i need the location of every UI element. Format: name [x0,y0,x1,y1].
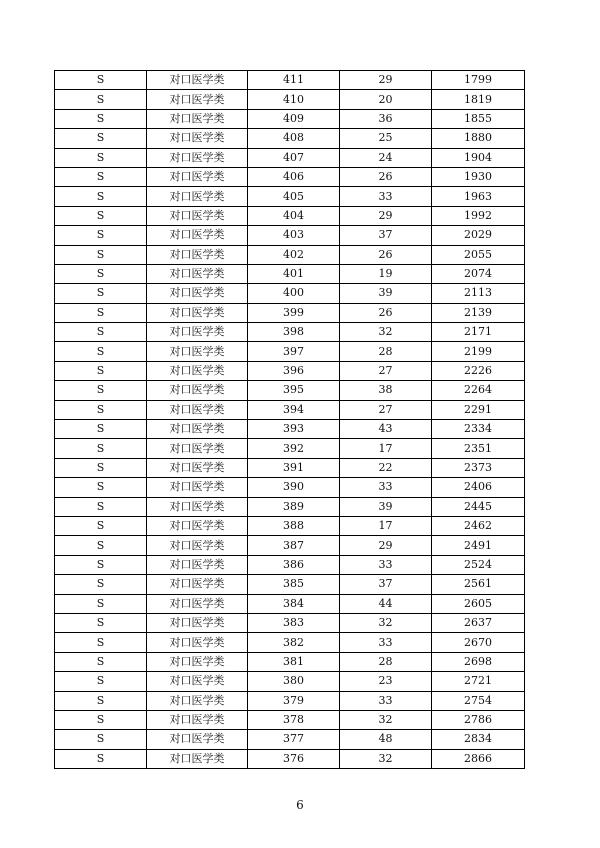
table-row [55,633,525,652]
subject-category-cell: 对口医学类 [147,613,248,632]
table-row [55,167,525,186]
table-row [55,187,525,206]
table-row [55,90,525,109]
category-code-cell: S [55,303,147,322]
score-cell: 395 [248,381,340,400]
count-cell: 29 [340,536,432,555]
category-code-cell: S [55,90,147,109]
page-number: 6 [296,798,304,812]
score-cell: 389 [248,497,340,516]
table-row [55,420,525,439]
count-cell: 48 [340,730,432,749]
subject-category-cell: 对口医学类 [147,478,248,497]
count-cell: 32 [340,710,432,729]
subject-category-cell: 对口医学类 [147,516,248,535]
count-cell: 27 [340,361,432,380]
subject-category-cell: 对口医学类 [147,420,248,439]
score-cell: 406 [248,167,340,186]
score-cell: 411 [248,71,340,90]
cumulative-count-cell: 2113 [432,284,525,303]
cumulative-count-cell: 2074 [432,264,525,283]
cumulative-count-cell: 2462 [432,516,525,535]
count-cell: 27 [340,400,432,419]
category-code-cell: S [55,420,147,439]
table-row [55,342,525,361]
cumulative-count-cell: 2291 [432,400,525,419]
cumulative-count-cell: 2834 [432,730,525,749]
score-cell: 380 [248,672,340,691]
score-cell: 400 [248,284,340,303]
category-code-cell: S [55,613,147,632]
category-code-cell: S [55,458,147,477]
table-row [55,652,525,671]
category-code-cell: S [55,264,147,283]
table-row [55,710,525,729]
subject-category-cell: 对口医学类 [147,594,248,613]
count-cell: 32 [340,613,432,632]
count-cell: 26 [340,303,432,322]
category-code-cell: S [55,129,147,148]
cumulative-count-cell: 2351 [432,439,525,458]
count-cell: 26 [340,167,432,186]
count-cell: 44 [340,594,432,613]
count-cell: 24 [340,148,432,167]
table-row [55,613,525,632]
subject-category-cell: 对口医学类 [147,672,248,691]
count-cell: 17 [340,516,432,535]
table-row [55,672,525,691]
category-code-cell: S [55,594,147,613]
cumulative-count-cell: 2055 [432,245,525,264]
score-cell: 403 [248,226,340,245]
subject-category-cell: 对口医学类 [147,284,248,303]
score-cell: 381 [248,652,340,671]
score-cell: 401 [248,264,340,283]
score-cell: 399 [248,303,340,322]
count-cell: 33 [340,187,432,206]
cumulative-count-cell: 2029 [432,226,525,245]
cumulative-count-cell: 2139 [432,303,525,322]
table-row [55,284,525,303]
cumulative-count-cell: 2171 [432,323,525,342]
subject-category-cell: 对口医学类 [147,206,248,225]
subject-category-cell: 对口医学类 [147,167,248,186]
category-code-cell: S [55,730,147,749]
score-cell: 392 [248,439,340,458]
count-cell: 19 [340,264,432,283]
score-cell: 385 [248,575,340,594]
cumulative-count-cell: 1819 [432,90,525,109]
category-code-cell: S [55,749,147,768]
score-cell: 387 [248,536,340,555]
subject-category-cell: 对口医学类 [147,90,248,109]
category-code-cell: S [55,672,147,691]
category-code-cell: S [55,516,147,535]
category-code-cell: S [55,206,147,225]
subject-category-cell: 对口医学类 [147,497,248,516]
cumulative-count-cell: 2866 [432,749,525,768]
subject-category-cell: 对口医学类 [147,633,248,652]
score-cell: 407 [248,148,340,167]
category-code-cell: S [55,226,147,245]
score-table-body [55,71,525,769]
count-cell: 38 [340,381,432,400]
subject-category-cell: 对口医学类 [147,187,248,206]
subject-category-cell: 对口医学类 [147,303,248,322]
table-row [55,555,525,574]
score-cell: 404 [248,206,340,225]
cumulative-count-cell: 2786 [432,710,525,729]
cumulative-count-cell: 2670 [432,633,525,652]
count-cell: 39 [340,284,432,303]
count-cell: 22 [340,458,432,477]
subject-category-cell: 对口医学类 [147,148,248,167]
category-code-cell: S [55,497,147,516]
cumulative-count-cell: 2226 [432,361,525,380]
subject-category-cell: 对口医学类 [147,226,248,245]
cumulative-count-cell: 2445 [432,497,525,516]
count-cell: 17 [340,439,432,458]
category-code-cell: S [55,555,147,574]
category-code-cell: S [55,71,147,90]
cumulative-count-cell: 2491 [432,536,525,555]
score-cell: 386 [248,555,340,574]
table-row [55,226,525,245]
cumulative-count-cell: 2605 [432,594,525,613]
subject-category-cell: 对口医学类 [147,264,248,283]
count-cell: 32 [340,323,432,342]
score-cell: 408 [248,129,340,148]
subject-category-cell: 对口医学类 [147,575,248,594]
cumulative-count-cell: 2199 [432,342,525,361]
count-cell: 36 [340,109,432,128]
subject-category-cell: 对口医学类 [147,245,248,264]
cumulative-count-cell: 2524 [432,555,525,574]
subject-category-cell: 对口医学类 [147,536,248,555]
score-cell: 394 [248,400,340,419]
category-code-cell: S [55,691,147,710]
cumulative-count-cell: 1799 [432,71,525,90]
score-cell: 390 [248,478,340,497]
cumulative-count-cell: 2561 [432,575,525,594]
table-row [55,400,525,419]
subject-category-cell: 对口医学类 [147,381,248,400]
count-cell: 29 [340,206,432,225]
cumulative-count-cell: 2334 [432,420,525,439]
count-cell: 33 [340,633,432,652]
count-cell: 33 [340,691,432,710]
cumulative-count-cell: 1992 [432,206,525,225]
subject-category-cell: 对口医学类 [147,691,248,710]
subject-category-cell: 对口医学类 [147,71,248,90]
cumulative-count-cell: 2754 [432,691,525,710]
count-cell: 26 [340,245,432,264]
score-cell: 402 [248,245,340,264]
score-cell: 391 [248,458,340,477]
score-cell: 409 [248,109,340,128]
score-cell: 396 [248,361,340,380]
score-cell: 376 [248,749,340,768]
table-row [55,206,525,225]
table-row [55,516,525,535]
table-row [55,439,525,458]
score-cell: 383 [248,613,340,632]
score-cell: 382 [248,633,340,652]
subject-category-cell: 对口医学类 [147,323,248,342]
table-row [55,71,525,90]
count-cell: 33 [340,478,432,497]
table-row [55,691,525,710]
cumulative-count-cell: 1880 [432,129,525,148]
table-row [55,730,525,749]
subject-category-cell: 对口医学类 [147,749,248,768]
count-cell: 33 [340,555,432,574]
category-code-cell: S [55,284,147,303]
count-cell: 23 [340,672,432,691]
count-cell: 37 [340,575,432,594]
count-cell: 43 [340,420,432,439]
category-code-cell: S [55,633,147,652]
cumulative-count-cell: 2637 [432,613,525,632]
table-row [55,109,525,128]
subject-category-cell: 对口医学类 [147,400,248,419]
table-row [55,536,525,555]
table-row [55,264,525,283]
score-cell: 393 [248,420,340,439]
table-row [55,323,525,342]
score-cell: 398 [248,323,340,342]
count-cell: 39 [340,497,432,516]
score-cell: 384 [248,594,340,613]
cumulative-count-cell: 1904 [432,148,525,167]
cumulative-count-cell: 2721 [432,672,525,691]
category-code-cell: S [55,710,147,729]
count-cell: 20 [340,90,432,109]
subject-category-cell: 对口医学类 [147,129,248,148]
count-cell: 37 [340,226,432,245]
subject-category-cell: 对口医学类 [147,342,248,361]
subject-category-cell: 对口医学类 [147,458,248,477]
category-code-cell: S [55,323,147,342]
table-row [55,129,525,148]
table-row [55,497,525,516]
cumulative-count-cell: 2264 [432,381,525,400]
subject-category-cell: 对口医学类 [147,109,248,128]
count-cell: 25 [340,129,432,148]
subject-category-cell: 对口医学类 [147,361,248,380]
count-cell: 28 [340,342,432,361]
category-code-cell: S [55,148,147,167]
subject-category-cell: 对口医学类 [147,710,248,729]
score-cell: 397 [248,342,340,361]
category-code-cell: S [55,245,147,264]
category-code-cell: S [55,187,147,206]
table-row [55,458,525,477]
category-code-cell: S [55,381,147,400]
category-code-cell: S [55,575,147,594]
cumulative-count-cell: 1930 [432,167,525,186]
score-cell: 410 [248,90,340,109]
table-row [55,594,525,613]
count-cell: 32 [340,749,432,768]
category-code-cell: S [55,478,147,497]
table-row [55,245,525,264]
table-row [55,148,525,167]
table-row [55,381,525,400]
score-cell: 405 [248,187,340,206]
category-code-cell: S [55,400,147,419]
category-code-cell: S [55,109,147,128]
category-code-cell: S [55,167,147,186]
subject-category-cell: 对口医学类 [147,439,248,458]
table-row [55,575,525,594]
count-cell: 28 [340,652,432,671]
category-code-cell: S [55,439,147,458]
subject-category-cell: 对口医学类 [147,555,248,574]
table-row [55,749,525,768]
score-cell: 379 [248,691,340,710]
category-code-cell: S [55,652,147,671]
table-row [55,303,525,322]
score-cell: 388 [248,516,340,535]
table-row [55,361,525,380]
score-cell: 378 [248,710,340,729]
score-table [54,70,525,769]
table-row [55,478,525,497]
cumulative-count-cell: 2406 [432,478,525,497]
count-cell: 29 [340,71,432,90]
score-cell: 377 [248,730,340,749]
cumulative-count-cell: 1855 [432,109,525,128]
category-code-cell: S [55,536,147,555]
cumulative-count-cell: 1963 [432,187,525,206]
cumulative-count-cell: 2698 [432,652,525,671]
cumulative-count-cell: 2373 [432,458,525,477]
category-code-cell: S [55,361,147,380]
category-code-cell: S [55,342,147,361]
subject-category-cell: 对口医学类 [147,730,248,749]
subject-category-cell: 对口医学类 [147,652,248,671]
